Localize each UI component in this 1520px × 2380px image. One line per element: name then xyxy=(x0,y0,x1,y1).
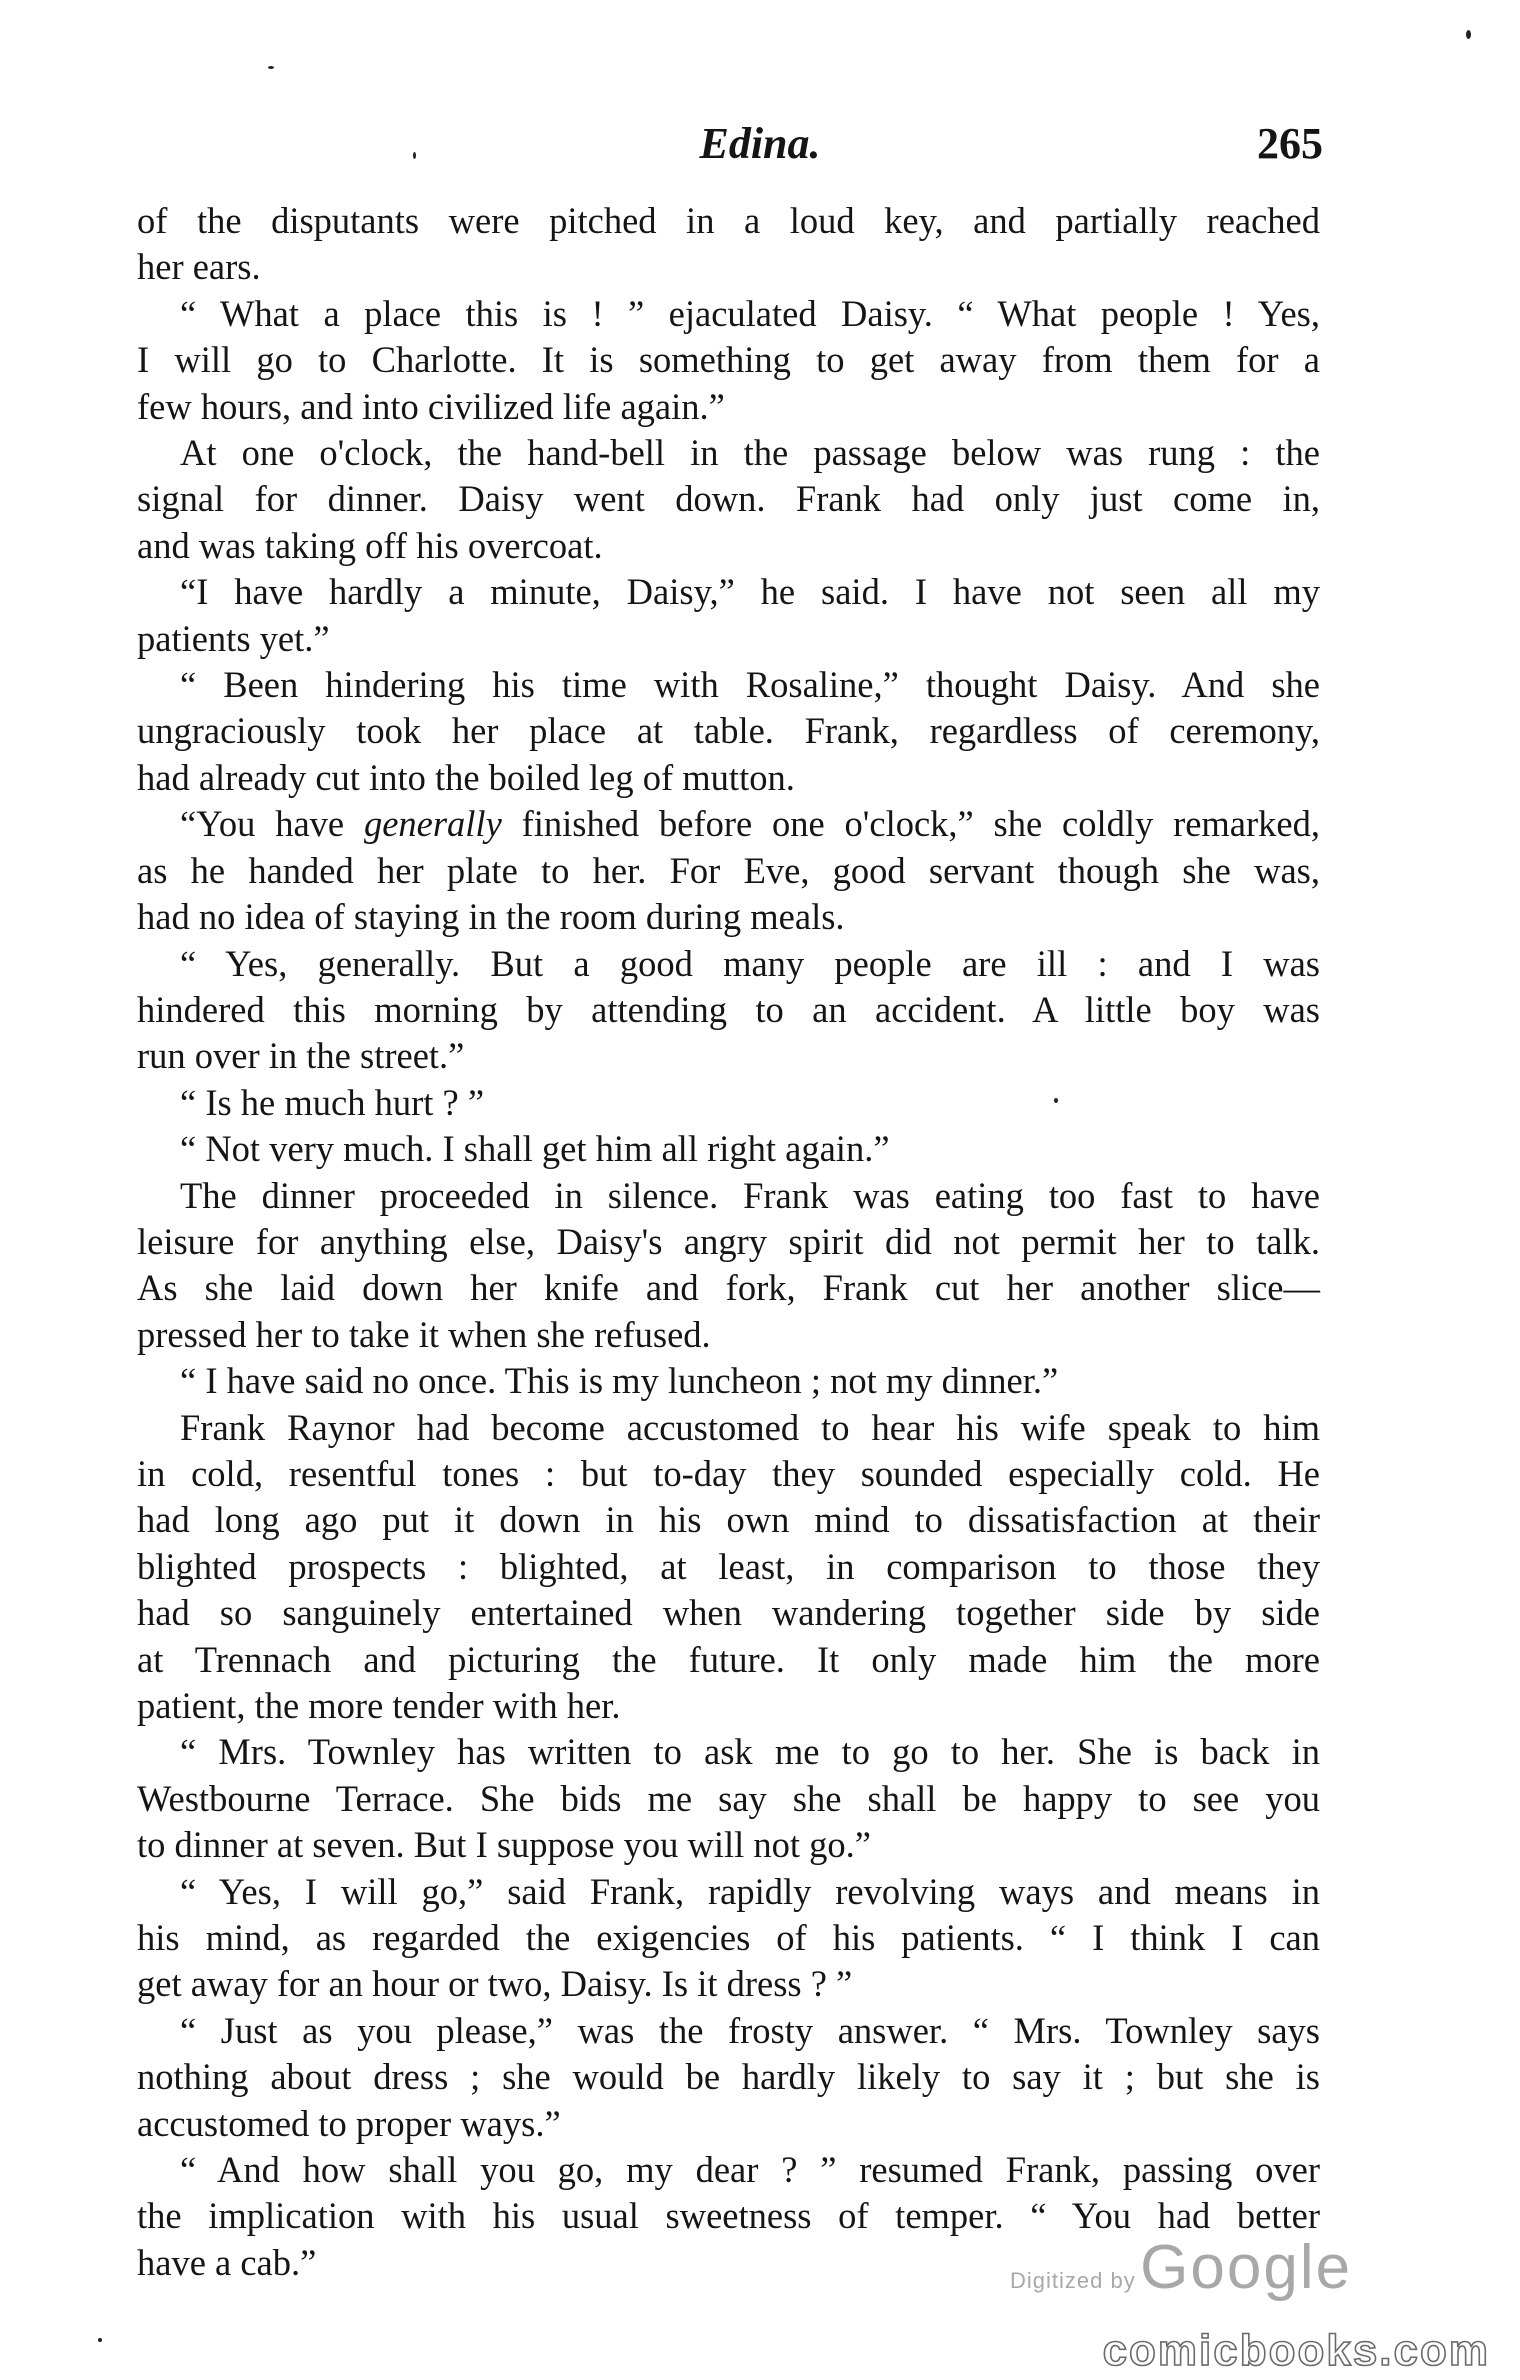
text-line: “You have generally finished before one o'clock,” she coldly remarked, xyxy=(180,803,1320,845)
text-line: run over in the street.” xyxy=(137,1035,465,1077)
ink-speck xyxy=(268,66,274,69)
text-line: “ What a place this is ! ” ejaculated Daisy. “ What people ! Yes, xyxy=(180,292,1320,334)
text-line: as he handed her plate to her. For Eve, good servant though she was, xyxy=(137,849,1320,891)
text-line: at Trennach and picturing the future. It only made him the more xyxy=(137,1638,1320,1680)
emphasized-word: generally xyxy=(363,803,502,845)
watermark-prefix: Digitized by xyxy=(1010,2268,1136,2293)
text-line: At one o'clock, the hand-bell in the passage below was rung : the xyxy=(180,432,1320,474)
site-watermark: comicbooks.com xyxy=(1102,2326,1490,2375)
ink-speck xyxy=(1466,30,1471,39)
text-line: blighted prospects : blighted, at least, in comparison to those they xyxy=(137,1545,1320,1587)
text-line: and was taking off his overcoat. xyxy=(137,524,603,566)
text-line: had so sanguinely entertained when wandering together side by side xyxy=(137,1592,1320,1634)
google-logo-text: Google xyxy=(1140,2233,1353,2302)
ink-speck xyxy=(1054,1098,1058,1103)
text-line: of the disputants were pitched in a loud key, and partially reached xyxy=(137,200,1320,241)
text-line: have a cab.” xyxy=(137,2241,317,2283)
text-line: “ And how shall you go, my dear ? ” resumed Frank, passing over xyxy=(180,2149,1320,2191)
body-text xyxy=(137,198,1320,2286)
text-line: his mind, as regarded the exigencies of his patients. “ I think I can xyxy=(137,1917,1320,1959)
text-line: pressed her to take it when she refused. xyxy=(137,1313,711,1355)
text-line: “ Mrs. Townley has written to ask me to go to her. She is back in xyxy=(180,1731,1320,1773)
text-line: “ Yes, generally. But a good many people are ill : and I was xyxy=(180,942,1320,984)
text-line: “ Is he much hurt ? ” xyxy=(180,1081,485,1123)
text-line: had long ago put it down in his own mind to dissatisfaction at their xyxy=(137,1499,1320,1541)
running-title: Edina. xyxy=(699,119,821,168)
text-line: to dinner at seven. But I suppose you will not go.” xyxy=(137,1824,871,1866)
text-line: patient, the more tender with her. xyxy=(137,1685,621,1726)
text-line: “ Yes, I will go,” said Frank, rapidly revolving ways and means in xyxy=(180,1870,1320,1912)
text-line: “I have hardly a minute, Daisy,” he said. I have not seen all my xyxy=(180,571,1320,613)
digitized-by-google-watermark xyxy=(1010,2232,1352,2303)
text-line: Frank Raynor had become accustomed to hear his wife speak to him xyxy=(180,1406,1320,1448)
text-line: accustomed to proper ways.” xyxy=(137,2102,561,2144)
text-line: her ears. xyxy=(137,246,261,288)
text-line: nothing about dress ; she would be hardly likely to say it ; but she is xyxy=(137,2056,1320,2098)
page-number: 265 xyxy=(1257,119,1323,168)
text-line: The dinner proceeded in silence. Frank was eating too fast to have xyxy=(180,1174,1320,1216)
ink-speck xyxy=(98,2338,102,2342)
text-line: hindered this morning by attending to an accident. A little boy was xyxy=(137,988,1320,1030)
text-line: As she laid down her knife and fork, Frank cut her another slice— xyxy=(137,1267,1320,1309)
text-line: patients yet.” xyxy=(137,617,330,659)
text-line: had no idea of staying in the room during meals. xyxy=(137,896,845,938)
text-line: “ I have said no once. This is my luncheon ; not my dinner.” xyxy=(180,1360,1059,1402)
text-line: I will go to Charlotte. It is something to get away from them for a xyxy=(137,339,1320,381)
text-line: Westbourne Terrace. She bids me say she shall be happy to see you xyxy=(137,1777,1320,1819)
text-line: signal for dinner. Daisy went down. Frank had only just come in, xyxy=(137,478,1320,520)
text-line: had already cut into the boiled leg of mutton. xyxy=(137,756,795,798)
text-line: “ Not very much. I shall get him all right again.” xyxy=(180,1128,890,1170)
text-line: few hours, and into civilized life again.” xyxy=(137,385,725,427)
text-line: “ Just as you please,” was the frosty answer. “ Mrs. Townley says xyxy=(180,2009,1320,2051)
page-header xyxy=(0,118,1520,178)
text-line: the implication with his usual sweetness of temper. “ You had better xyxy=(137,2195,1320,2237)
text-line: “ Been hindering his time with Rosaline,” thought Daisy. And she xyxy=(180,664,1320,706)
text-line: leisure for anything else, Daisy's angry spirit did not permit her to talk. xyxy=(137,1220,1320,1262)
ink-speck xyxy=(413,152,416,159)
text-line: ungraciously took her place at table. Frank, regardless of ceremony, xyxy=(137,710,1320,752)
text-line: get away for an hour or two, Daisy. Is it dress ? ” xyxy=(137,1963,853,2005)
text-line: in cold, resentful tones : but to-day they sounded especially cold. He xyxy=(137,1452,1320,1494)
